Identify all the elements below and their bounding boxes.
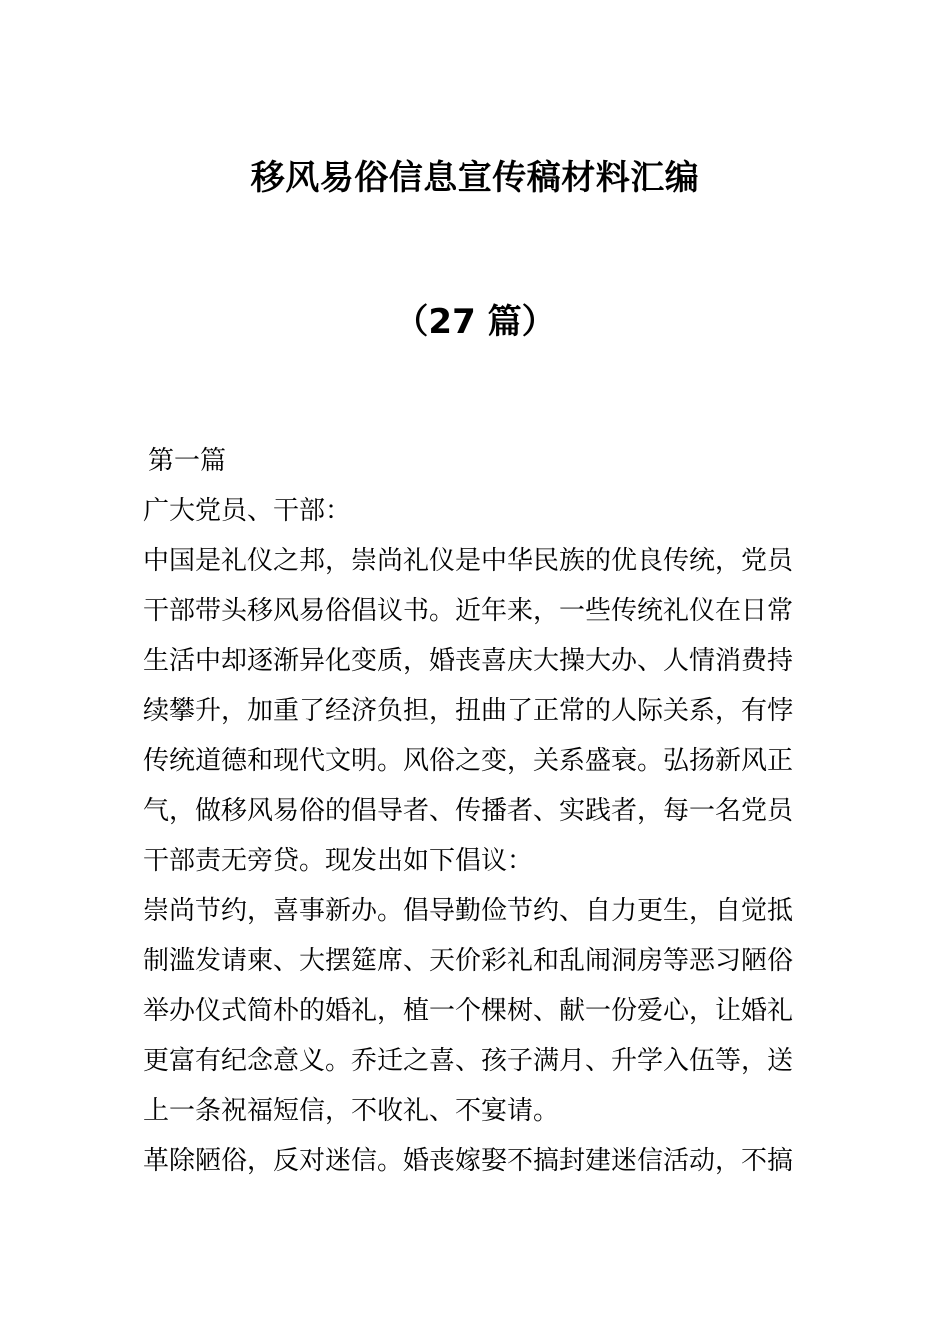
- text-line: 干部带头移风易俗倡议书。近年来，一些传统礼仪在日常: [143, 596, 794, 626]
- text-line: 革除陋俗，反对迷信。婚丧嫁娶不搞封建迷信活动，不搞: [143, 1146, 794, 1176]
- text-line: 更富有纪念意义。乔迁之喜、孩子满月、升学入伍等，送: [143, 1046, 794, 1076]
- paragraph-customs: [143, 1136, 807, 1186]
- section-label: 第一篇: [148, 446, 227, 476]
- document-title: 移风易俗信息宣传稿材料汇编: [250, 158, 700, 198]
- text-line: 上一条祝福短信，不收礼、不宴请。: [143, 1096, 560, 1126]
- text-line: 崇尚节约，喜事新办。倡导勤俭节约、自力更生，自觉抵: [143, 896, 794, 926]
- text-line: 生活中却逐渐异化变质，婚丧喜庆大操大办、人情消费持: [143, 646, 794, 676]
- paragraph-intro: [143, 536, 807, 886]
- text-line: 举办仪式简朴的婚礼，植一个棵树、献一份爱心，让婚礼: [143, 996, 794, 1026]
- text-line: 中国是礼仪之邦，崇尚礼仪是中华民族的优良传统，党员: [143, 546, 794, 576]
- text-line: 续攀升，加重了经济负担，扭曲了正常的人际关系，有悖: [143, 696, 794, 726]
- text-line: 干部责无旁贷。现发出如下倡议：: [143, 846, 534, 876]
- text-line: 制滥发请柬、大摆筵席、天价彩礼和乱闹洞房等恶习陋俗: [143, 946, 794, 976]
- salutation: 广大党员、干部：: [143, 496, 352, 526]
- text-line: 气，做移风易俗的倡导者、传播者、实践者，每一名党员: [143, 796, 794, 826]
- document-subtitle: （27 篇）: [394, 302, 556, 342]
- text-line: 传统道德和现代文明。风俗之变，关系盛衰。弘扬新风正: [143, 746, 794, 776]
- paragraph-thrift: [143, 886, 807, 1136]
